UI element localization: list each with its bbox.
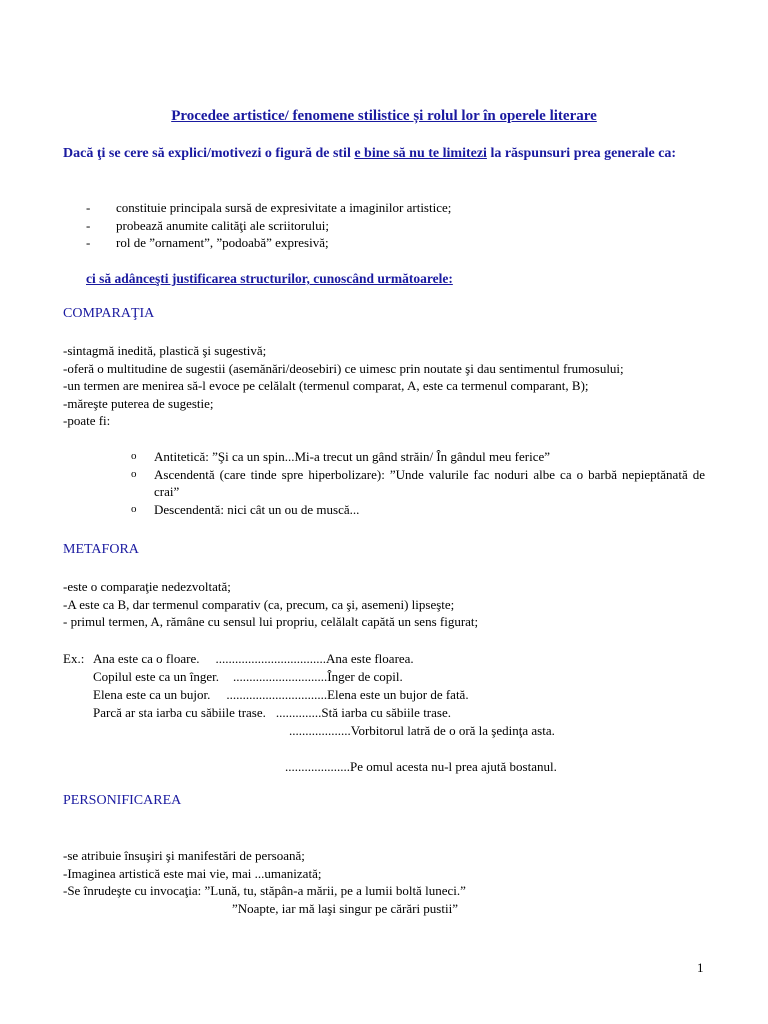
example-right: Stă iarba cu săbiile trase. <box>321 705 451 720</box>
example-row <box>93 668 403 687</box>
intro-part1: Dacă ţi se cere să explici/motivezi o figură de stil <box>63 146 355 161</box>
example-row <box>289 722 555 741</box>
text-line: -un termen are menirea să-l evoce pe celălalt (termenul comparat, A, este ca termenul comparant, B); <box>63 378 589 393</box>
text-line: -Se înrudeşte cu invocaţia: ”Lună, tu, stăpân-a mării, pe a lumii boltă luneci.” <box>63 883 466 898</box>
example-right: Vorbitorul latră de o oră la şedinţa asta. <box>350 723 555 738</box>
example-row <box>285 758 557 777</box>
example-right: Înger de copil. <box>327 669 403 684</box>
text-line: -Imaginea artistică este mai vie, mai ...umanizată; <box>63 865 322 881</box>
deepen-instruction: ci să adânceşti justificarea structurilor, cunoscând următoarele: <box>86 271 453 286</box>
example-row <box>93 650 414 669</box>
comparatia-lines <box>63 342 705 430</box>
general-answers-list <box>86 199 451 252</box>
list-item: o Descendentă: nici cât un ou de muscă... <box>131 501 705 519</box>
example-right: Ana este floarea. <box>325 651 414 666</box>
example-dots: ................... <box>289 723 351 738</box>
example-left: Elena este ca un bujor. <box>93 687 211 702</box>
example-dots: ............................... <box>226 687 328 702</box>
text-line: -sintagmă inedită, plastică şi sugestivă; <box>63 343 267 358</box>
intro-paragraph <box>63 145 709 163</box>
text-line: -se atribuie însuşiri şi manifestări de persoană; <box>63 848 305 863</box>
text-line: -măreşte puterea de sugestie; <box>63 395 214 411</box>
text-line: -este o comparaţie nedezvoltată; <box>63 579 231 594</box>
text-line: -oferă o multitudine de sugestii (asemănări/deosebiri) ce uimesc prin noutate şi dau sentimentul frumosului; <box>63 360 624 376</box>
personificarea-lines <box>63 847 705 900</box>
example-right: Pe omul acesta nu-l prea ajută bostanul. <box>350 759 557 774</box>
section-heading-comparatia: COMPARAŢIA <box>63 306 155 321</box>
intro-part2: la răspunsuri prea generale ca: <box>486 146 677 161</box>
example-left: Parcă ar sta iarba cu săbiile trase. <box>93 705 266 720</box>
list-item: - rol de ”ornament”, ”podoabă” expresivă; <box>86 234 451 252</box>
metafora-lines <box>63 578 705 631</box>
example-dots: ............................. <box>233 669 328 684</box>
list-item: o Ascendentă (care tinde spre hiperbolizare): ”Unde valurile fac noduri albe ca o barbă nepieptănată de crai” <box>131 466 705 501</box>
text-line: -poate fi: <box>63 413 111 428</box>
comparatia-types-list <box>131 448 705 518</box>
examples-label: Ex.: <box>63 651 85 666</box>
list-item: o Antitetică: ”Şi ca un spin...Mi-a trecut un gând străin/ În gândul meu ferice” <box>131 448 705 466</box>
section-heading-metafora: METAFORA <box>63 542 139 557</box>
example-dots: .................................. <box>215 651 326 666</box>
intro-underlined: e bine să nu te limitezi <box>354 146 487 161</box>
document-title: Procedee artistice/ fenomene stilistice și rolul lor în operele literare <box>171 108 597 124</box>
example-row <box>93 686 469 705</box>
example-left: Copilul este ca un înger. <box>93 669 220 684</box>
example-row <box>93 704 451 723</box>
text-line: - primul termen, A, rămâne cu sensul lui propriu, celălalt capătă un sens figurat; <box>63 614 479 629</box>
example-right: Elena este un bujor de fată. <box>327 687 469 702</box>
invocation-continuation: ”Noapte, iar mă laşi singur pe cărări pustii” <box>232 901 458 916</box>
example-dots: .............. <box>275 705 322 720</box>
page-number: 1 <box>697 960 704 975</box>
section-heading-personificarea: PERSONIFICAREA <box>63 793 182 808</box>
example-left: Ana este ca o floare. <box>93 651 200 666</box>
list-item: - constituie principala sursă de expresivitate a imaginilor artistice; <box>86 199 451 217</box>
list-item: - probează anumite calităţi ale scriitorului; <box>86 217 451 235</box>
example-dots: .................... <box>285 759 350 774</box>
text-line: -A este ca B, dar termenul comparativ (ca, precum, ca şi, asemeni) lipseşte; <box>63 596 455 612</box>
